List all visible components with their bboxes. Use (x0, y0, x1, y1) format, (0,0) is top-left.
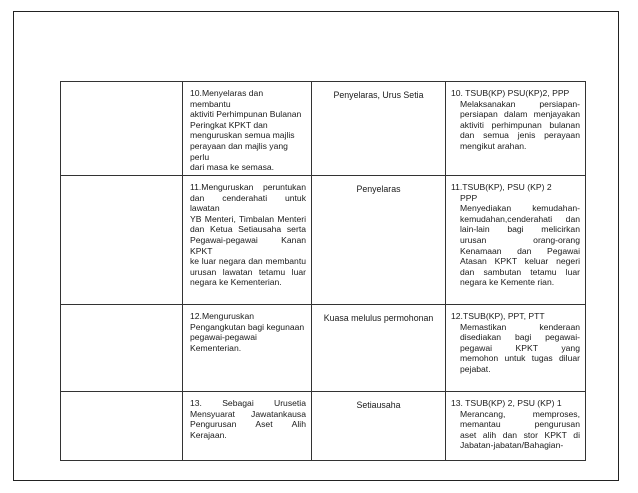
table-row (61, 82, 586, 176)
responsibility-line: Merancang, memproses, (460, 408, 580, 419)
description-line: negara ke Kementerian. (190, 277, 282, 288)
responsibility-line: PPP (460, 192, 478, 203)
responsibility-line: pegawai KPKT yang (460, 342, 580, 353)
responsibility-line: Menyediakan kemudahan- (460, 203, 580, 214)
responsibility-line: disediakan bagi pegawai- (460, 332, 580, 343)
task-description-cell (183, 392, 312, 461)
officer-code: 11.TSUB(KP), PSU (KP) 2 (451, 182, 552, 192)
table-body (61, 82, 586, 461)
table-row (61, 392, 586, 461)
responsibility-line: pejabat. (460, 363, 491, 374)
responsibility-cell (446, 305, 586, 392)
responsibility-line: Jabatan-jabatan/Bahagian- (460, 440, 564, 451)
responsibility-line: negara ke Kemente rian. (460, 277, 555, 288)
table-row (61, 305, 586, 392)
description-line: Kerajaan. (190, 429, 227, 440)
responsibility-line: memohon untuk tugas diluar (460, 353, 580, 364)
role-label: Penyelaras, Urus Setia (333, 90, 424, 100)
description-line: Peringkat KPKT dan (190, 119, 268, 130)
responsibility-line: Atasan KPKT keluar negeri (460, 256, 580, 267)
description-line: dari masa ke semasa. (190, 162, 275, 173)
empty-cell (61, 176, 183, 305)
empty-cell (61, 392, 183, 461)
role-cell (312, 82, 446, 176)
responsibility-line: dan semua jenis perayaan (460, 130, 580, 141)
responsibility-line: Memastikan kenderaan (460, 321, 580, 332)
empty-cell (61, 82, 183, 176)
responsibility-line: persiapan dalam menjayakan (460, 109, 580, 120)
description-line: perayaan dan majlis yang perlu (190, 140, 288, 162)
role-label: Kuasa melulus permohonan (323, 313, 434, 323)
responsibility-line: lain-lain bagi melicirkan (460, 224, 580, 235)
responsibility-line: kemudahan,cenderahati dan (460, 213, 580, 224)
description-line: dan Ketua Setiausaha serta (190, 224, 306, 235)
description-line: urusan lawatan tetamu luar (190, 266, 306, 277)
responsibility-line: Melaksanakan persiapan- (460, 98, 580, 109)
task-description-cell (183, 82, 312, 176)
responsibility-cell (446, 82, 586, 176)
empty-cell (61, 305, 183, 392)
description-line: 11.Menguruskan peruntukan (190, 182, 306, 192)
responsibility-cell (446, 392, 586, 461)
responsibility-line: aset alih dan stor KPKT di (460, 429, 580, 440)
responsibility-line: mengikut arahan. (460, 140, 527, 151)
description-line: 10.Menyelaras dan membantu (190, 88, 264, 109)
description-line: ke luar negara dan membantu (190, 256, 306, 267)
task-description-cell (183, 305, 312, 392)
responsibility-table (60, 81, 586, 461)
role-cell (312, 176, 446, 305)
description-line: Pengurusan Aset Alih (190, 419, 306, 430)
description-line: 13. Sebagai Urusetia (190, 398, 306, 408)
officer-code: 10. TSUB(KP) PSU(KP)2, PPP (451, 88, 570, 98)
role-cell (312, 392, 446, 461)
role-label: Penyelaras (356, 184, 401, 194)
role-cell (312, 305, 446, 392)
description-line: YB Menteri, Timbalan Menteri (190, 213, 306, 224)
description-line: Mensyuarat Jawatankausa (190, 408, 306, 419)
description-line: pegawai-pegawai Kementerian. (190, 332, 257, 353)
responsibility-cell (446, 176, 586, 305)
responsibility-line: Kenamaan dan Pegawai (460, 245, 580, 256)
description-line: 12.Menguruskan (190, 311, 255, 321)
responsibility-line: dan sambutan tetamu luar (460, 266, 580, 277)
task-description-cell (183, 176, 312, 305)
officer-code: 13. TSUB(KP) 2, PSU (KP) 1 (451, 398, 562, 408)
description-line: Pengangkutan bagi kegunaan (190, 321, 305, 332)
responsibility-line: aktiviti perhimpunan bulanan (460, 119, 580, 130)
description-line: dan cenderahati untuk lawatan (190, 192, 306, 214)
responsibility-line: urusan orang-orang (460, 234, 580, 245)
description-line: menguruskan semua majlis (190, 130, 295, 141)
description-line: Pegawai-pegawai Kanan KPKT (190, 234, 306, 256)
table-row (61, 176, 586, 305)
description-line: aktiviti Perhimpunan Bulanan (190, 109, 302, 120)
officer-code: 12.TSUB(KP), PPT, PTT (451, 311, 545, 321)
role-label: Setiausaha (356, 400, 401, 410)
responsibility-line: memantau pengurusan (460, 419, 580, 430)
